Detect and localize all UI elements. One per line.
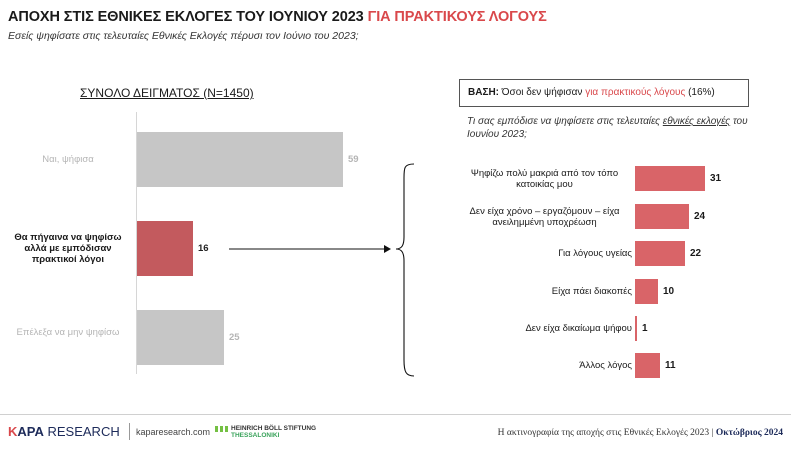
left-chart-heading: ΣΥΝΟΛΟ ΔΕΙΓΜΑΤΟΣ (N=1450) [80, 86, 254, 100]
footer-separator [129, 423, 130, 440]
left-bar-label: Επέλεξα να μην ψηφίσω [16, 326, 120, 338]
right-bar-label: Δεν είχα χρόνο – εργαζόμουν – είχα ανειλημμένη υποχρέωση [469, 205, 620, 228]
title-accent: ΓΙΑ ΠΡΑΚΤΙΚΟΥΣ ΛΟΓΟΥΣ [367, 9, 547, 25]
right-bar-label: Δεν είχα δικαίωμα ψήφου [525, 323, 632, 334]
footer-website-link[interactable]: kaparesearch.com [136, 427, 211, 437]
right-bar-value: 1 [642, 322, 648, 334]
left-bar-value: 59 [348, 153, 359, 165]
left-bar-value: 16 [198, 242, 209, 254]
right-bar-label: Άλλος λόγος [579, 360, 632, 371]
right-bar-value: 10 [663, 285, 675, 297]
curly-brace [396, 164, 414, 376]
right-bar-label: Για λόγους υγείας [558, 248, 632, 259]
foundation-logo: HEINRICH BÖLL STIFTUNG THESSALONIKI [231, 425, 317, 439]
footer-note: Η ακτινογραφία της αποχής στις Εθνικές Εκλογές 2023 | Οκτώβριος 2024 [497, 428, 783, 438]
right-bar-value: 31 [710, 172, 722, 184]
foundation-logo-icon [215, 426, 228, 432]
kapa-research-logo: KAPA RESEARCH [8, 424, 120, 439]
right-bar-value: 24 [694, 210, 706, 222]
base-text-1: Όσοι δεν ψήφισαν [501, 87, 583, 98]
footer-divider [0, 414, 791, 415]
question-part-2: του Ιουνίου 2023; [467, 116, 748, 140]
right-bar-value: 11 [665, 359, 676, 371]
footer [0, 418, 791, 446]
base-text-2: (16%) [688, 87, 715, 98]
right-bar-label: Είχα πάει διακοπές [551, 286, 632, 297]
base-text-accent: για πρακτικούς λόγους [585, 87, 686, 98]
title-main: ΑΠΟΧΗ ΣΤΙΣ ΕΘΝΙΚΕΣ ΕΚΛΟΓΕΣ ΤΟΥ ΙΟΥΝΙΟΥ 2023 [8, 9, 364, 25]
base-label: ΒΑΣΗ: [468, 87, 499, 98]
right-bar-label: Ψηφίζω πολύ μακριά από τον τόπο κατοικίας μου [470, 167, 619, 190]
connector-arrow-head [384, 245, 391, 253]
left-bar-label: Ναι, ψήφισα [42, 154, 94, 165]
page-subtitle: Εσείς ψηφίσατε στις τελευταίες Εθνικές Εκλογές πέρυσι τον Ιούνιο του 2023; [8, 30, 359, 42]
left-bar-label: Θα πήγαινα να ψηφίσω αλλά με εμπόδισαν πρακτικοί λόγοι [14, 232, 122, 265]
question-underlined: εθνικές εκλογές [662, 116, 731, 127]
left-bar-value: 25 [229, 331, 240, 343]
question-part-1: Τι σας εμπόδισε να ψηφίσετε στις τελευταίες [467, 116, 661, 127]
right-bar-value: 22 [690, 247, 702, 259]
